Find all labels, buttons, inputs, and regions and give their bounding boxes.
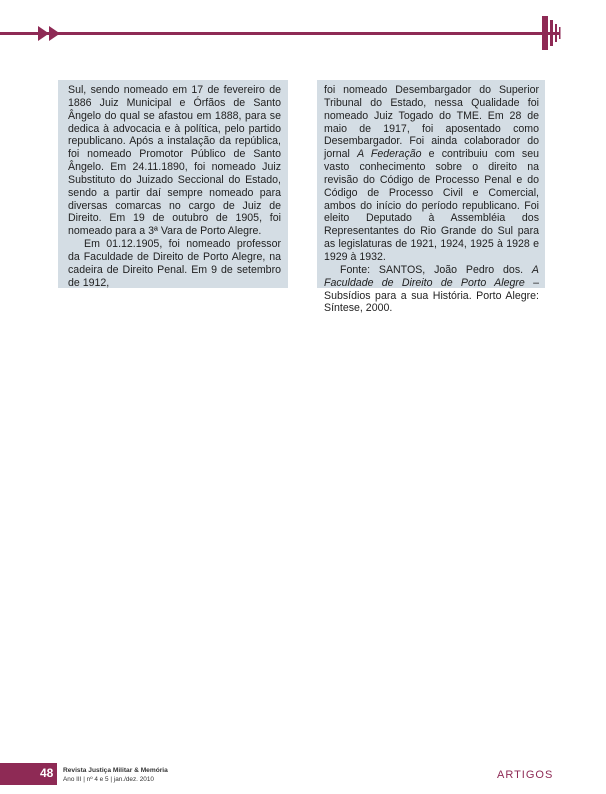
text-column-left — [58, 80, 288, 288]
book-title: A Faculdade de Direito de Porto Alegre — [324, 263, 539, 289]
newspaper-name: A Federação — [357, 148, 422, 161]
section-label: ARTIGOS — [497, 769, 554, 781]
source-citation: Fonte: SANTOS, João Pedro dos. A Faculdade de Direito de Porto Alegre – Subsídios para a sua História. Porto Alegre: Síntese, 2000. — [324, 263, 539, 315]
paragraph: Em 01.12.1905, foi nomeado professor da Faculdade de Direito de Porto Alegre, na cadeira de Direito Penal. Em 9 de setembro de 1912, — [68, 238, 281, 289]
header-bar-ornament — [542, 16, 564, 50]
header-rule — [0, 32, 560, 35]
issue-info: Ano III | nº 4 e 5 | jan./dez. 2010 — [63, 776, 154, 783]
double-arrow-icon — [38, 26, 62, 41]
journal-title: Revista Justiça Militar & Memória — [63, 767, 168, 774]
page-number: 48 — [40, 766, 54, 780]
paragraph: Sul, sendo nomeado em 17 de fevereiro de 1886 Juiz Municipal e Órfãos de Santo Ângelo do qual se afastou em 1888, para se dedica à advocacia e à política, pelo partido republicano. Após a instalação da república, foi nomeado Promotor Público de Santo Ângelo. Em 24.11.1890, foi nomeado Juiz Substituto do Juizado Seccional do Estado, sendo a partir daí sempre nomeado para diversas comarcas no cargo de Juiz de Direito. Em 19 de outubro de 1905, foi nomeado para a 3ª Vara de Porto Alegre. — [68, 84, 281, 238]
text-column-right — [317, 80, 545, 315]
paragraph: foi nomeado Desembargador do Superior Tribunal do Estado, nessa Qualidade foi nomeado Juiz Togado do TME. Em 28 de maio de 1917, foi aposentado como Desembargador. Foi ainda colaborador do jornal A Federação e contribuiu com seu vasto conhecimento sobre o direito na revisão do Código de Processo Penal e do Código de Processo Civil e Comercial, ambos do início do período republicano. Foi eleito Deputado à Assembléia dos Representantes do Rio Grande do Sul para as legislaturas de 1921, 1924, 1925 à 1928 e 1929 à 1932. — [324, 84, 540, 263]
